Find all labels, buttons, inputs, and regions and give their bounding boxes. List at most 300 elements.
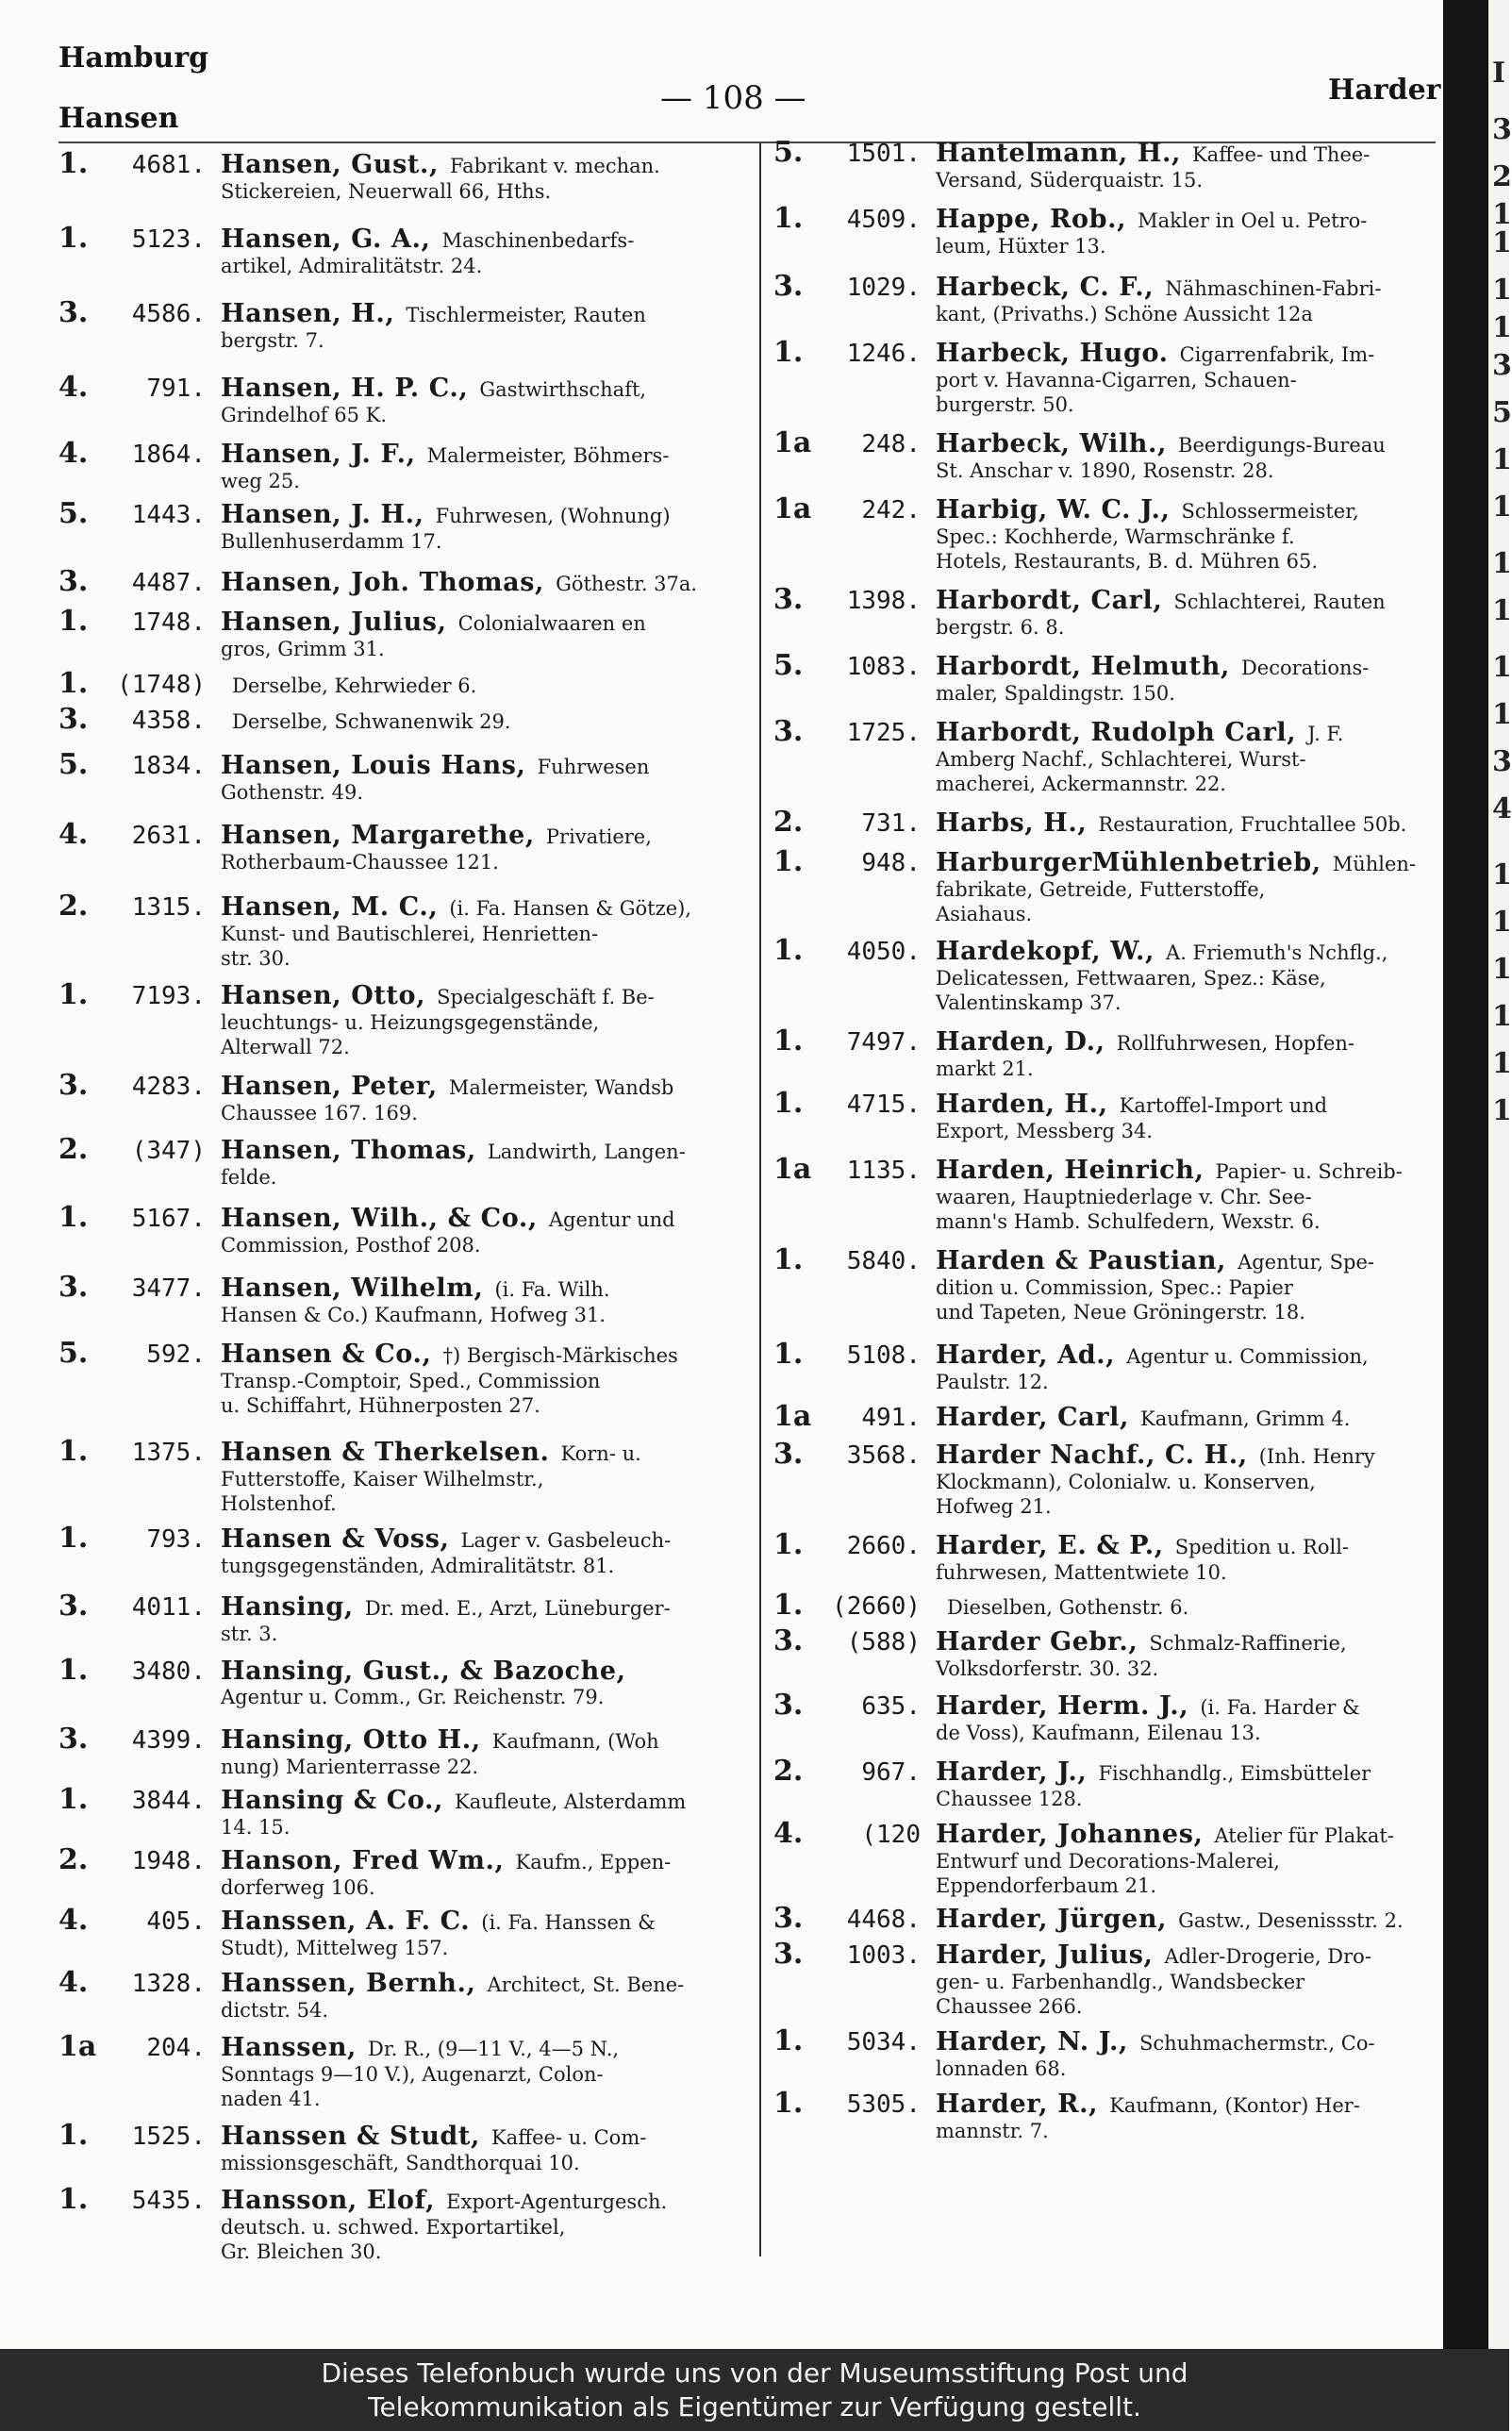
edge-letter: 3 — [1492, 113, 1512, 146]
entry-name: Hansen, Peter, — [221, 1072, 438, 1101]
entry-number: 1029. — [846, 274, 921, 302]
directory-entry — [773, 2087, 1438, 2143]
entry-continuation: Spec.: Kochherde, Warmschränke f. — [936, 525, 1295, 548]
entry-class: 1. — [58, 1654, 89, 1687]
entry-class: 1a — [773, 426, 812, 459]
entry-name: Harbordt, Carl, — [936, 586, 1163, 615]
entry-number: 4468. — [846, 1906, 921, 1934]
entry-class: 3. — [58, 1590, 89, 1623]
edge-letter: 3 — [1492, 349, 1512, 382]
entry-details: Göthestr. 37a. — [556, 573, 698, 595]
entry-details: Kaffee- und Thee- — [1191, 143, 1371, 166]
entry-details: Malermeister, Böhmers- — [426, 444, 670, 467]
entry-details: Schmalz-Raffinerie, — [1149, 1632, 1347, 1655]
entry-number: 4283. — [131, 1073, 206, 1101]
running-head-surname: Hansen — [58, 102, 179, 135]
entry-name: Hanssen & Studt, — [221, 2122, 480, 2151]
entry-details: Fuhrwesen — [537, 756, 650, 778]
entry-continuation: tungsgegenständen, Admiralitätstr. 81. — [221, 1555, 615, 1577]
entry-class: 3. — [773, 583, 804, 616]
entry-continuation: Delicatessen, Fettwaaren, Spez.: Käse, — [936, 967, 1326, 990]
directory-entry — [58, 1201, 752, 1257]
directory-entry — [773, 649, 1438, 706]
entry-number: 4509. — [846, 206, 921, 234]
entry-details: Agentur, Spe- — [1238, 1251, 1375, 1274]
entry-class: 1. — [58, 1783, 89, 1816]
directory-entry — [773, 845, 1438, 926]
entry-name: Hansen, Margarethe, — [221, 821, 535, 850]
directory-entry — [773, 1817, 1438, 1898]
entry-number: 491. — [861, 1404, 921, 1432]
directory-entry — [58, 1654, 752, 1709]
entry-details: Nähmaschinen-Fabri- — [1165, 277, 1382, 300]
page-number: — 108 — — [660, 79, 806, 117]
directory-entry — [58, 222, 752, 278]
directory-entry — [58, 1133, 752, 1190]
entry-continuation: Asiahaus. — [936, 903, 1033, 925]
entry-name: Harbig, W. C. J., — [936, 495, 1171, 524]
entry-details: Fuhrwesen, (Wohnung) — [435, 505, 671, 527]
entry-class: 3. — [773, 1438, 804, 1471]
directory-entry — [58, 1522, 752, 1578]
entry-number: 5840. — [846, 1247, 921, 1275]
entry-continuation: 14. 15. — [221, 1816, 291, 1839]
entry-class: 1. — [58, 1522, 89, 1555]
entry-continuation: Hofweg 21. — [936, 1495, 1052, 1518]
entry-details: (i. Fa. Hanssen & — [481, 1911, 656, 1934]
entry-name: Harden & Paustian, — [936, 1246, 1227, 1275]
directory-entry — [58, 703, 752, 736]
entry-details: J. F. — [1307, 723, 1344, 745]
entry-number: 791. — [146, 375, 206, 403]
entry-number: 4586. — [131, 300, 206, 328]
directory-entry — [58, 2119, 752, 2175]
directory-entry — [58, 1590, 752, 1646]
edge-letter: 3 — [1492, 745, 1512, 778]
directory-entry — [773, 1153, 1438, 1234]
entry-number: 793. — [146, 1525, 206, 1554]
entry-number: 1083. — [846, 653, 921, 681]
directory-entry — [58, 565, 752, 598]
directory-entry — [58, 1337, 752, 1418]
entry-name: Hansen & Voss, — [221, 1524, 450, 1554]
directory-entry — [58, 890, 752, 971]
entry-name: Harder, Johannes, — [936, 1820, 1204, 1849]
entry-name: Hanssen, Bernh., — [221, 1969, 476, 1998]
entry-details: Restauration, Fruchtallee 50b. — [1098, 813, 1407, 836]
entry-number: 4681. — [131, 151, 206, 179]
entry-class: 1. — [58, 222, 89, 255]
entry-continuation: Chaussee 266. — [936, 1995, 1083, 2018]
entry-name: Hansen, M. C., — [221, 892, 439, 922]
entry-class: 1. — [58, 667, 89, 700]
entry-continuation: port v. Havanna-Cigarren, Schauen- — [936, 369, 1297, 391]
directory-entry — [58, 667, 752, 700]
entry-class: 4. — [773, 1817, 804, 1850]
entry-number: 1375. — [131, 1439, 206, 1467]
entry-class: 3. — [58, 1271, 89, 1304]
entry-name: Hansen, G. A., — [221, 225, 431, 254]
entry-continuation: fabrikate, Getreide, Futterstoffe, — [936, 878, 1266, 901]
entry-class: 4. — [58, 1966, 89, 1999]
entry-class: 4. — [58, 818, 89, 851]
entry-name: Harder, J., — [936, 1757, 1088, 1787]
entry-class: 3. — [58, 296, 89, 329]
entry-class: 1. — [58, 2119, 89, 2152]
entry-continuation: Gr. Bleichen 30. — [221, 2240, 382, 2263]
entry-continuation: weg 25. — [221, 470, 300, 492]
edge-letter: 1 — [1492, 858, 1512, 891]
directory-entry — [773, 1338, 1438, 1394]
entry-number: 1443. — [131, 501, 206, 529]
entry-class: 1a — [58, 2030, 97, 2063]
entry-details: Specialgeschäft f. Be- — [437, 986, 655, 1008]
entry-continuation: dorferweg 106. — [221, 1876, 375, 1899]
entry-name: Hansen, Julius, — [221, 608, 447, 637]
edge-letter: 1 — [1492, 953, 1512, 986]
edge-letter: 1 — [1492, 651, 1512, 684]
entry-number: 242. — [861, 496, 921, 524]
directory-entry — [58, 978, 752, 1059]
directory-entry — [58, 296, 752, 353]
entry-continuation: naden 41. — [221, 2088, 321, 2110]
entry-details: Kaufmann, (Woh — [491, 1730, 659, 1753]
edge-letter: 1 — [1492, 274, 1512, 307]
entry-class: 1. — [58, 2183, 89, 2216]
directory-entry — [773, 1938, 1438, 2019]
entry-continuation: Studt), Mittelweg 157. — [221, 1937, 449, 1959]
entry-class: 1. — [773, 1338, 804, 1371]
entry-class: 1. — [58, 978, 89, 1011]
entry-name: Harbeck, Wilh., — [936, 429, 1168, 458]
entry-details: Gastwirthschaft, — [479, 378, 647, 401]
entry-number: 948. — [861, 849, 921, 877]
entry-name: Hansing, Gust., & Bazoche, — [221, 1657, 626, 1686]
entry-continuation: u. Schiffahrt, Hühnerposten 27. — [221, 1394, 540, 1417]
entry-name: Harder, Carl, — [936, 1403, 1130, 1432]
entry-continuation: Kunst- und Bautischlerei, Henrietten- — [221, 923, 599, 945]
entry-details: †) Bergisch-Märkisches — [442, 1344, 678, 1367]
entry-details: Export-Agenturgesch. — [446, 2190, 668, 2213]
entry-class: 3. — [773, 1902, 804, 1935]
entry-details: Korn- u. — [560, 1442, 641, 1465]
entry-class: 3. — [773, 715, 804, 748]
entry-continuation: Volksdorferstr. 30. 32. — [936, 1657, 1159, 1680]
entry-details: Spedition u. Roll- — [1174, 1536, 1350, 1558]
entry-details: Kartoffel-Import und — [1119, 1094, 1328, 1117]
directory-entry — [773, 136, 1438, 192]
entry-name: Hansen, H., — [221, 299, 395, 328]
entry-class: 1. — [773, 2024, 804, 2057]
entry-class: 1a — [773, 492, 812, 525]
entry-name: Hansing, Otto H., — [221, 1725, 481, 1755]
entry-continuation: Alterwall 72. — [221, 1036, 350, 1058]
entry-number: (120 — [861, 1821, 921, 1849]
entry-class: 2. — [58, 1133, 89, 1166]
directory-entry — [773, 492, 1438, 574]
edge-letter: 1 — [1492, 491, 1512, 524]
entry-number: 3477. — [131, 1274, 206, 1303]
directory-entry — [773, 1243, 1438, 1324]
entry-details: Privatiere, — [545, 825, 652, 848]
entry-details: Kaufm., Eppen- — [515, 1851, 672, 1873]
directory-entry — [773, 1624, 1438, 1681]
entry-continuation: Holstenhof. — [221, 1492, 337, 1515]
entry-continuation: Stickereien, Neuerwall 66, Hths. — [221, 180, 552, 203]
entry-continuation: bergstr. 6. 8. — [936, 616, 1065, 639]
entry-name: Hanssen, A. F. C. — [221, 1907, 471, 1936]
entry-name: Harden, Heinrich, — [936, 1156, 1205, 1185]
entry-class: 2. — [58, 890, 89, 923]
entry-details: Agentur u. Commission, — [1126, 1345, 1369, 1368]
entry-class: 3. — [773, 1689, 804, 1722]
entry-details: Decorations- — [1240, 657, 1370, 679]
entry-name: Hansen, Thomas, — [221, 1136, 476, 1165]
entry-continuation: Klockmann), Colonialw. u. Konserven, — [936, 1471, 1316, 1493]
directory-entry — [58, 818, 752, 874]
entry-continuation: leum, Hüxter 13. — [936, 235, 1106, 258]
entry-continuation: Paulstr. 12. — [936, 1371, 1049, 1393]
edge-letter: 1 — [1492, 1094, 1512, 1127]
entry-class: 1. — [773, 336, 804, 369]
entry-name: Harder, Jürgen, — [936, 1905, 1168, 1934]
entry-class: 1. — [773, 845, 804, 878]
entry-number: 405. — [146, 1907, 206, 1936]
entry-continuation: waaren, Hauptniederlage v. Chr. See- — [936, 1186, 1312, 1208]
directory-entry — [58, 605, 752, 661]
entry-details: Rollfuhrwesen, Hopfen- — [1116, 1032, 1355, 1055]
entry-continuation: Eppendorferbaum 21. — [936, 1874, 1157, 1897]
entry-name: Harden, D., — [936, 1027, 1105, 1057]
entry-name: Hansen, Wilhelm, — [221, 1274, 484, 1303]
footer-line-1: Dieses Telefonbuch wurde uns von der Museumsstiftung Post und — [321, 2357, 1188, 2389]
edge-letter: 1 — [1492, 594, 1512, 627]
entry-class: 1. — [773, 202, 804, 235]
entry-details: Atelier für Plakat- — [1214, 1824, 1394, 1847]
entry-class: 1. — [773, 1528, 804, 1561]
entry-details: Cigarrenfabrik, Im- — [1179, 343, 1375, 366]
directory-entry — [58, 147, 752, 204]
entry-continuation: dition u. Commission, Spec.: Papier — [936, 1276, 1293, 1299]
directory-entry — [773, 1400, 1438, 1433]
entry-class: 1. — [58, 1201, 89, 1234]
entry-class: 5. — [58, 1337, 89, 1370]
entry-class: 2. — [773, 1755, 804, 1788]
entry-details: Landwirth, Langen- — [487, 1141, 686, 1163]
edge-letter: 5 — [1492, 396, 1512, 429]
entry-continuation: Grindelhof 65 K. — [221, 404, 388, 426]
entry-continuation: Hotels, Restaurants, B. d. Mühren 65. — [936, 550, 1319, 573]
entry-details: Makler in Oel u. Petro- — [1138, 209, 1368, 232]
directory-entry — [58, 497, 752, 554]
entry-details: Derselbe, Kehrwieder 6. — [232, 674, 477, 697]
entry-details: Papier- u. Schreib- — [1215, 1160, 1403, 1183]
entry-class: 3. — [58, 1723, 89, 1756]
entry-details: Schuhmachermstr., Co- — [1138, 2032, 1375, 2055]
left-column — [58, 147, 752, 2264]
directory-entry — [58, 437, 752, 493]
edge-letter: 1 — [1492, 547, 1512, 580]
entry-details: Dr. med. E., Arzt, Lüneburger- — [364, 1597, 671, 1620]
entry-number: 592. — [146, 1340, 206, 1369]
entry-details: Kaufmann, (Kontor) Her- — [1109, 2094, 1360, 2117]
entry-continuation: Agentur u. Comm., Gr. Reichenstr. 79. — [221, 1686, 605, 1708]
entry-number: 204. — [146, 2034, 206, 2062]
entry-name: Hanson, Fred Wm., — [221, 1846, 505, 1875]
entry-number: 1246. — [846, 340, 921, 368]
entry-name: Hansen, H. P. C., — [221, 374, 469, 403]
entry-details: Agentur und — [548, 1208, 675, 1231]
directory-entry — [773, 934, 1438, 1015]
directory-entry — [58, 1843, 752, 1900]
edge-letter: 4 — [1492, 792, 1512, 825]
entry-name: Hansing & Co., — [221, 1786, 444, 1815]
directory-entry — [58, 748, 752, 805]
directory-entry — [58, 1966, 752, 2023]
entry-name: Hansing, — [221, 1592, 354, 1622]
entry-continuation: lonnaden 68. — [936, 2057, 1067, 2080]
entry-class: 2. — [773, 806, 804, 839]
entry-details: (i. Fa. Wilh. — [494, 1278, 610, 1301]
entry-continuation: Chaussee 128. — [936, 1788, 1083, 1810]
directory-entry — [58, 2183, 752, 2264]
directory-entry — [58, 1723, 752, 1779]
entry-class: 1a — [773, 1400, 812, 1433]
entry-details: Mühlen- — [1332, 853, 1417, 875]
entry-continuation: Entwurf und Decorations-Malerei, — [936, 1850, 1280, 1873]
entry-class: 3. — [773, 270, 804, 303]
entry-details: (Inh. Henry — [1258, 1445, 1375, 1468]
entry-number: (1748) — [117, 671, 206, 699]
directory-entry — [58, 1904, 752, 1960]
entry-continuation: Valentinskamp 37. — [936, 991, 1122, 1014]
entry-name: Hansen, Otto, — [221, 981, 426, 1010]
entry-name: Harbordt, Helmuth, — [936, 652, 1230, 681]
entry-continuation: kant, (Privaths.) Schöne Aussicht 12a — [936, 303, 1313, 325]
entry-number: 1328. — [131, 1970, 206, 1998]
entry-class: 5. — [58, 497, 89, 530]
entry-number: 2660. — [846, 1532, 921, 1560]
entry-name: Hansen, Gust., — [221, 150, 440, 179]
entry-class: 1. — [58, 605, 89, 638]
entry-name: Harden, H., — [936, 1090, 1108, 1119]
entry-number: 1748. — [131, 608, 206, 637]
entry-class: 3. — [773, 1938, 804, 1971]
entry-continuation: str. 30. — [221, 947, 291, 970]
entry-continuation: Transp.-Comptoir, Sped., Commission — [221, 1370, 601, 1392]
entry-number: 1135. — [846, 1157, 921, 1185]
entry-continuation: burgerstr. 50. — [936, 393, 1074, 416]
entry-details: Fabrikant v. mechan. — [450, 155, 660, 177]
entry-continuation: str. 3. — [221, 1623, 278, 1645]
entry-continuation: St. Anschar v. 1890, Rosenstr. 28. — [936, 459, 1274, 482]
directory-entry — [773, 1755, 1438, 1811]
entry-name: Hansen, Wilh., & Co., — [221, 1204, 538, 1233]
entry-name: Hansen, Joh. Thomas, — [221, 568, 545, 597]
entry-continuation: bergstr. 7. — [221, 329, 324, 352]
entry-class: 5. — [58, 748, 89, 781]
entry-number: 1725. — [846, 719, 921, 747]
entry-continuation: Chaussee 167. 169. — [221, 1102, 418, 1124]
entry-continuation: Bullenhuserdamm 17. — [221, 530, 442, 553]
entry-name: Hantelmann, H., — [936, 139, 1181, 168]
edge-letter: 1 — [1492, 1000, 1512, 1033]
entry-name: Hansson, Elof, — [221, 2186, 436, 2215]
entry-class: 4. — [58, 1904, 89, 1937]
entry-number: 7497. — [846, 1028, 921, 1057]
edge-letter: 2 — [1492, 160, 1512, 193]
entry-number: 1525. — [131, 2123, 206, 2151]
entry-details: Maschinenbedarfs- — [441, 229, 635, 252]
entry-number: 2631. — [131, 822, 206, 850]
entry-continuation: Amberg Nachf., Schlachterei, Wurst- — [936, 748, 1306, 771]
footer-line-2: Telekommunikation als Eigentümer zur Verfügung gestellt. — [368, 2391, 1141, 2423]
entry-continuation: und Tapeten, Neue Gröningerstr. 18. — [936, 1301, 1305, 1324]
entry-class: 5. — [773, 136, 804, 169]
entry-continuation: Commission, Posthof 208. — [221, 1234, 481, 1257]
entry-class: 1. — [773, 1024, 804, 1057]
entry-details: Kaufleute, Alsterdamm — [455, 1790, 687, 1813]
entry-number: 4487. — [131, 569, 206, 597]
entry-details: Fischhandlg., Eimsbütteler — [1098, 1762, 1371, 1785]
directory-entry — [773, 1024, 1438, 1081]
entry-class: 1. — [773, 2087, 804, 2120]
entry-number: 4050. — [846, 938, 921, 966]
entry-class: 4. — [58, 437, 89, 470]
entry-number: 5123. — [131, 225, 206, 254]
directory-entry — [773, 1589, 1438, 1622]
entry-number: 1315. — [131, 893, 206, 922]
entry-continuation: Futterstoffe, Kaiser Wilhelmstr., — [221, 1468, 544, 1490]
directory-entry — [773, 1528, 1438, 1585]
entry-details: A. Friemuth's Nchflg., — [1166, 941, 1388, 964]
entry-number: 5167. — [131, 1205, 206, 1233]
entry-continuation: artikel, Admiralitätstr. 24. — [221, 255, 483, 277]
entry-number: (588) — [846, 1628, 921, 1657]
directory-entry — [773, 270, 1438, 326]
entry-continuation: Versand, Süderquaistr. 15. — [936, 169, 1204, 191]
entry-number: 4715. — [846, 1091, 921, 1119]
entry-continuation: Sonntags 9—10 V.), Augenarzt, Colon- — [221, 2063, 604, 2086]
entry-number: 3568. — [846, 1441, 921, 1470]
entry-class: 4. — [58, 371, 89, 404]
entry-name: Harbeck, Hugo. — [936, 339, 1169, 368]
edge-letter: I — [1492, 57, 1506, 90]
entry-continuation: fuhrwesen, Mattentwiete 10. — [936, 1561, 1227, 1584]
entry-continuation: macherei, Ackermannstr. 22. — [936, 773, 1226, 795]
entry-continuation: de Voss), Kaufmann, Eilenau 13. — [936, 1722, 1261, 1744]
entry-number: 731. — [861, 809, 921, 838]
entry-continuation: maler, Spaldingstr. 150. — [936, 682, 1175, 705]
entry-class: 1. — [773, 1589, 804, 1622]
entry-name: Harder Nachf., C. H., — [936, 1440, 1248, 1470]
entry-continuation: markt 21. — [936, 1057, 1034, 1080]
entry-name: Hansen, Louis Hans, — [221, 751, 526, 780]
entry-continuation: Hansen & Co.) Kaufmann, Hofweg 31. — [221, 1304, 606, 1326]
entry-class: 1. — [58, 1435, 89, 1468]
directory-entry — [773, 2024, 1438, 2081]
entry-name: Harbs, H., — [936, 808, 1088, 838]
entry-name: Harder, N. J., — [936, 2027, 1128, 2056]
entry-details: (i. Fa. Harder & — [1200, 1696, 1360, 1719]
entry-details: Adler-Drogerie, Dro- — [1164, 1945, 1371, 1968]
entry-name: Harder, E. & P., — [936, 1531, 1164, 1560]
entry-name: HarburgerMühlenbetrieb, — [936, 848, 1321, 877]
entry-details: Kaffee- u. Com- — [490, 2126, 647, 2149]
entry-class: 3. — [58, 565, 89, 598]
column-rule — [759, 143, 761, 2256]
entry-continuation: Gothenstr. 49. — [221, 781, 364, 804]
